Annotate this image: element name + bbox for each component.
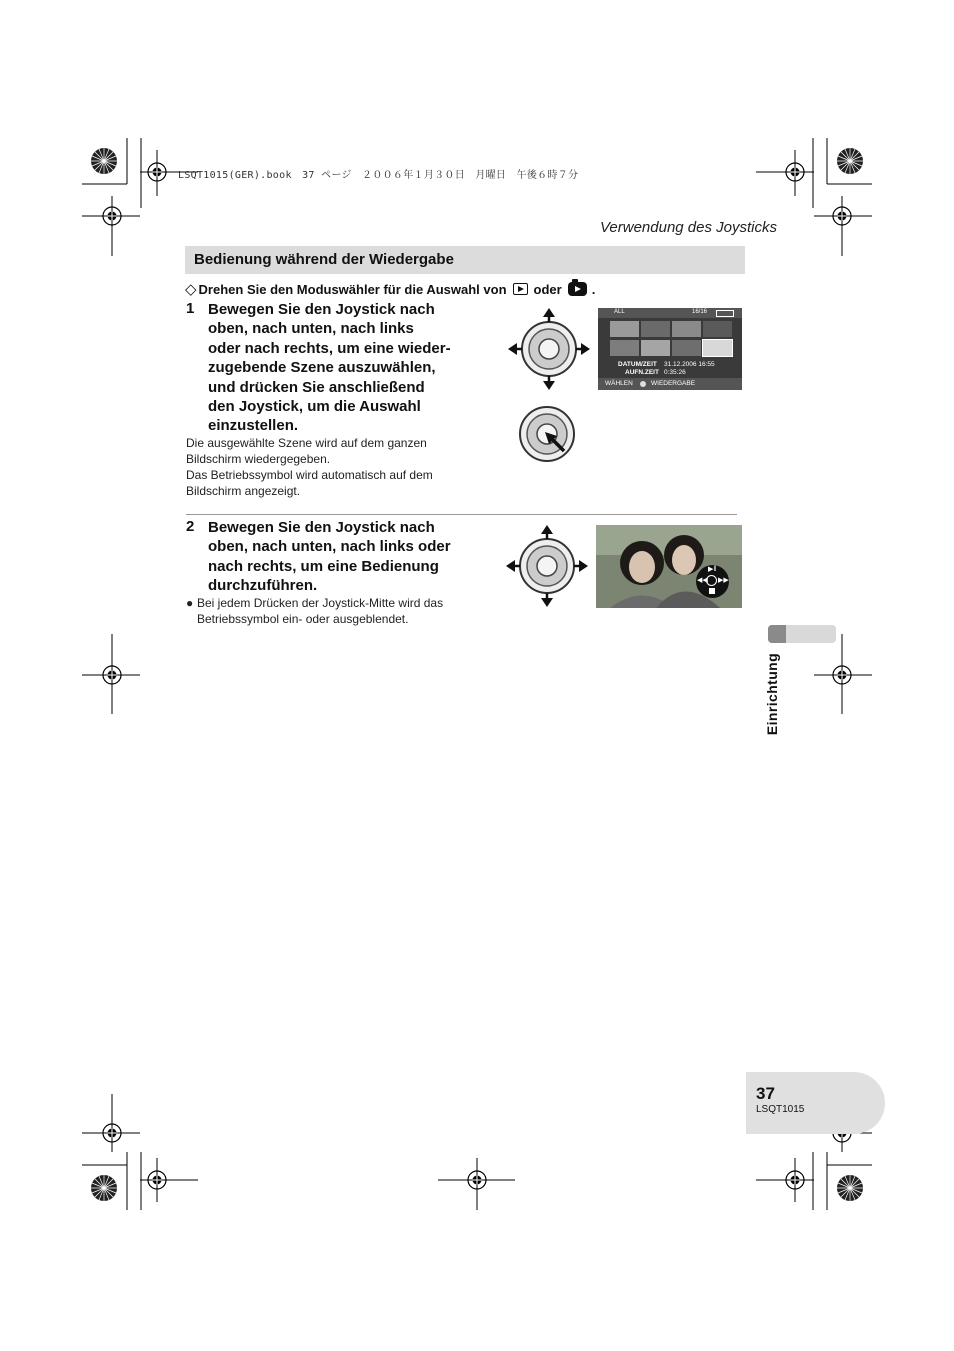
- step1-note: Bildschirm angezeigt.: [186, 484, 301, 498]
- thumbnail[interactable]: [672, 340, 701, 356]
- thumbnail[interactable]: [610, 340, 639, 356]
- step2-notes: [197, 595, 497, 627]
- step2-instruction: [208, 518, 498, 596]
- aufn-value: 0:35:26: [664, 369, 686, 376]
- mode-instruction-connector: oder: [533, 281, 562, 297]
- thumbnail[interactable]: [610, 321, 639, 337]
- step1-note: Das Betriebssymbol wird automatisch auf dem: [186, 468, 433, 482]
- step1-line: und drücken Sie anschließend: [208, 378, 425, 396]
- screen-mode-label: ALL: [614, 309, 625, 315]
- datum-label: DATUM/ZEIT: [618, 361, 657, 368]
- running-head: Verwendung des Joysticks: [599, 219, 777, 236]
- aufn-label: AUFN.ZEIT: [625, 369, 659, 376]
- playback-photo: [596, 525, 742, 608]
- thumbnail[interactable]: [703, 321, 732, 337]
- page-number: 37: [756, 1084, 775, 1103]
- stop-icon: [709, 588, 715, 594]
- step2-line: Bewegen Sie den Joystick nach: [208, 519, 435, 536]
- footer-select-label: WÄHLEN: [605, 380, 633, 387]
- chapter-label: Einrichtung: [764, 652, 780, 736]
- step1-line: Bewegen Sie den Joystick nach: [208, 301, 435, 318]
- thumbnail-selected[interactable]: [703, 340, 732, 356]
- diamond-icon: ◇: [185, 281, 197, 298]
- screen-counter: 16/16: [692, 309, 708, 315]
- step1-line: oben, nach unten, nach links: [208, 320, 414, 338]
- operation-icon: [696, 565, 729, 598]
- section-title: Bedienung während der Wiedergabe: [194, 251, 454, 268]
- thumbnail[interactable]: [672, 321, 701, 337]
- step1-line: oder nach rechts, um eine wieder-: [208, 339, 451, 357]
- pause-icon: ▶‖: [708, 566, 717, 573]
- step2-line: nach rechts, um eine Bedienung: [208, 557, 439, 575]
- step2-line: durchzuführen.: [208, 577, 318, 595]
- rewind-icon: ◀◀: [697, 577, 708, 584]
- step2-note: Bei jedem Drücken der Joystick-Mitte wird das: [197, 596, 444, 610]
- thumbnail[interactable]: [641, 340, 670, 356]
- battery-icon: [716, 310, 734, 317]
- joystick-small-icon: [640, 381, 646, 387]
- step1-line: den Joystick, um die Auswahl: [208, 398, 421, 416]
- step1-instruction: [208, 300, 493, 436]
- step1-line: zugebende Szene auszuwählen,: [208, 359, 436, 377]
- card-play-icon: [568, 282, 587, 296]
- datum-value: 31.12.2006 16:55: [664, 361, 715, 368]
- print-header: LSQT1015(GER).book 37 ページ ２００６年１月３０日 月曜日 午後６時７分: [178, 170, 579, 181]
- joystick-directions-icon: [508, 308, 590, 390]
- step1-note: Bildschirm wiedergegeben.: [186, 452, 331, 466]
- step2-bullet: ●: [186, 596, 194, 610]
- step2-number: 2: [186, 518, 195, 535]
- section-title-bar: [185, 246, 745, 274]
- section-divider: [186, 514, 737, 515]
- mode-instruction-prefix: Drehen Sie den Moduswähler für die Auswahl von: [198, 281, 507, 297]
- page-code: LSQT1015: [756, 1104, 805, 1115]
- fast-forward-icon: ▶▶: [718, 577, 729, 584]
- mode-instruction-suffix: .: [591, 281, 596, 297]
- mode-instruction: [185, 280, 595, 298]
- joystick-directions-icon: [506, 525, 588, 607]
- step1-notes: [186, 435, 486, 499]
- step2-note: Betriebssymbol ein- oder ausgeblendet.: [197, 612, 409, 626]
- step1-note: Die ausgewählte Szene wird auf dem ganzen: [186, 436, 427, 450]
- joystick-press-icon: [518, 405, 576, 463]
- thumbnail-screen: [598, 308, 742, 390]
- step2-line: oben, nach unten, nach links oder: [208, 538, 451, 556]
- footer-play-label: WIEDERGABE: [651, 380, 696, 387]
- thumbnail[interactable]: [641, 321, 670, 337]
- play-icon: [513, 283, 528, 295]
- step1-number: 1: [186, 300, 195, 317]
- step1-line: einzustellen.: [208, 417, 299, 435]
